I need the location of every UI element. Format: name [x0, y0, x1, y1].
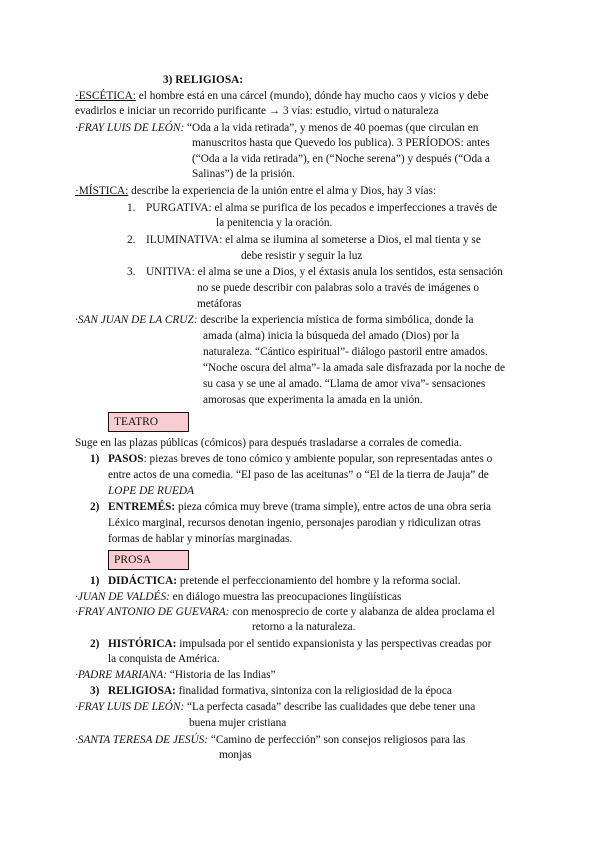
- ascetica-text-2: evadirlos e iniciar un recorrido purificante → 3 vías: estudio, virtud o naturaleza: [75, 105, 439, 117]
- pasos-label: PASOS: [108, 453, 144, 465]
- san-juan-text-6: amorosas que experimenta la amada en la unión.: [203, 394, 423, 406]
- juan-valdes-text: en diálogo muestra las preocupaciones lingüísticas: [169, 591, 402, 603]
- pasos-text-2: entre actos de una comedia. “El paso de las aceitunas” o “El de la tierra de Jauja” de: [108, 469, 489, 481]
- didactica-label: DIDÁCTICA:: [108, 575, 178, 587]
- teatro-heading-box: TEATRO: [108, 412, 189, 432]
- historica-num: 2): [90, 638, 100, 650]
- antonio-guevara-line-1: [75, 605, 495, 620]
- historica-text-2: la conquista de América.: [108, 653, 220, 665]
- padre-mariana-label: ·PADRE MARIANA:: [75, 669, 168, 681]
- fray-luis-text-3: (“Oda a la vida retirada”), en (“Noche serena”) y después (“Oda a: [192, 153, 490, 165]
- mistica-line: [75, 184, 436, 199]
- pasos-text-1: : piezas breves de tono cómico y ambiente popular, son representadas antes o: [143, 453, 493, 465]
- prosa-fray-luis-label: ·FRAY LUIS DE LEÓN:: [75, 701, 185, 713]
- mistica-label: ·MÍSTICA:: [75, 185, 129, 197]
- mistica-item-1-text-2: la penitencia y la oración.: [216, 217, 333, 229]
- san-juan-text-4: “Noche oscura del alma”- la amada sale disfrazada por la noche de: [203, 362, 506, 374]
- san-juan-label: ·SAN JUAN DE LA CRUZ:: [75, 314, 198, 326]
- ascetica-text-1: el hombre está en una cárcel (mundo), dónde hay mucho caos y vicios y debe: [135, 90, 489, 102]
- juan-valdes-line: [75, 590, 401, 605]
- prosa-religiosa-line: [108, 684, 452, 699]
- mistica-item-2-text-1: ILUMINATIVA: el alma se ilumina al someterse a Dios, el mal tienta y se: [146, 234, 481, 246]
- pasos-num: 1): [90, 453, 100, 465]
- juan-valdes-label: ·JUAN DE VALDÉS:: [75, 591, 170, 603]
- prosa-fray-luis-text-2: buena mujer cristiana: [189, 717, 287, 729]
- prosa-religiosa-text: finalidad formativa, sintoniza con la religiosidad de la época: [175, 685, 452, 697]
- padre-mariana-text: “Historia de las Indias”: [167, 669, 276, 681]
- mistica-item-3-text-1: UNITIVA: el alma se une a Dios, y el éxtasis anula los sentidos, esta sensación: [146, 266, 503, 278]
- mistica-item-1-num: 1.: [127, 202, 136, 214]
- historica-line-1: [108, 637, 491, 652]
- san-juan-text-3: naturaleza. “Cántico espiritual”- diálogo pastoril entre amados.: [203, 346, 488, 358]
- fray-luis-text-4: Salinas”) de la prisión.: [192, 168, 295, 180]
- didactica-num: 1): [90, 575, 100, 587]
- antonio-guevara-text-2: retorno a la naturaleza.: [252, 621, 356, 633]
- historica-label: HISTÓRICA:: [108, 638, 177, 650]
- santa-teresa-line-1: [75, 733, 465, 748]
- mistica-item-3-text-2: no se puede describir con palabras solo a través de imágenes o: [197, 282, 480, 294]
- pasos-author: LOPE DE RUEDA: [108, 485, 194, 497]
- didactica-text: pretende el perfeccionamiento del hombre y la reforma social.: [177, 575, 461, 587]
- entremes-text-3: formas de hablar y minorías marginadas.: [108, 533, 293, 545]
- section-heading-religiosa: 3) RELIGIOSA:: [163, 74, 244, 86]
- san-juan-text-1: describe la experiencia mística de forma simbólica, donde la: [197, 314, 474, 326]
- didactica-line: [108, 574, 461, 589]
- antonio-guevara-text-1: con menosprecio de corte y alabanza de aldea proclama el: [229, 606, 495, 618]
- ascetica-line-1: [75, 89, 488, 104]
- san-juan-text-2: amada (alma) inicia la búsqueda del amado (Dios) por la: [203, 330, 460, 342]
- ascetica-label: ·ESCÉTICA:: [75, 90, 136, 102]
- padre-mariana-line: [75, 668, 276, 683]
- mistica-item-3-text-3: metáforas: [197, 298, 242, 310]
- santa-teresa-label: ·SANTA TERESA DE JESÚS:: [75, 734, 209, 746]
- entremes-num: 2): [90, 501, 100, 513]
- santa-teresa-text-1: “Camino de perfección” son consejos religiosos para las: [208, 734, 466, 746]
- antonio-guevara-label: ·FRAY ANTONIO DE GUEVARA:: [75, 606, 230, 618]
- historica-text-1: impulsada por el sentido expansionista y las perspectivas creadas por: [176, 638, 492, 650]
- fray-luis-line-1: [75, 121, 478, 136]
- fray-luis-label: ·FRAY LUIS DE LEÓN:: [75, 122, 185, 134]
- fray-luis-text-2: manuscritos hasta que Quevedo los publica). 3 PERÍODOS: antes: [192, 137, 490, 149]
- san-juan-text-5: su casa y se une al amado. “Llama de amor viva”- sensaciones: [203, 378, 486, 390]
- mistica-text: describe la experiencia de la unión entre el alma y Dios, hay 3 vías:: [128, 185, 437, 197]
- prosa-fray-luis-line-1: [75, 700, 475, 715]
- san-juan-line-1: [75, 313, 474, 328]
- mistica-item-2-text-2: debe resistir y seguir la luz: [241, 250, 363, 262]
- fray-luis-text-1: “Oda a la vida retirada”, y menos de 40 poemas (que circulan en: [184, 122, 479, 134]
- entremes-text-1: pieza cómica muy breve (trama simple), entre actos de una obra seria: [175, 501, 492, 513]
- mistica-item-3-num: 3.: [127, 266, 136, 278]
- mistica-item-2-num: 2.: [127, 234, 136, 246]
- entremes-line-1: [108, 500, 491, 515]
- mistica-item-1-text-1: PURGATIVA: el alma se purifica de los pecados e imperfecciones a través de: [146, 202, 498, 214]
- prosa-heading-box: PROSA: [108, 550, 189, 570]
- prosa-religiosa-num: 3): [90, 685, 100, 697]
- entremes-text-2: Léxico marginal, recursos denotan ingenio, personajes parodian y ridiculizan otras: [108, 517, 481, 529]
- prosa-fray-luis-text-1: “La perfecta casada” describe las cualidades que debe tener una: [184, 701, 476, 713]
- pasos-line-1: [108, 452, 492, 467]
- entremes-label: ENTREMÉS:: [108, 501, 176, 513]
- teatro-intro: Suge en las plazas públicas (cómicos) para después trasladarse a corrales de comedia.: [75, 437, 462, 449]
- santa-teresa-text-2: monjas: [219, 749, 252, 761]
- prosa-religiosa-label: RELIGIOSA:: [108, 685, 176, 697]
